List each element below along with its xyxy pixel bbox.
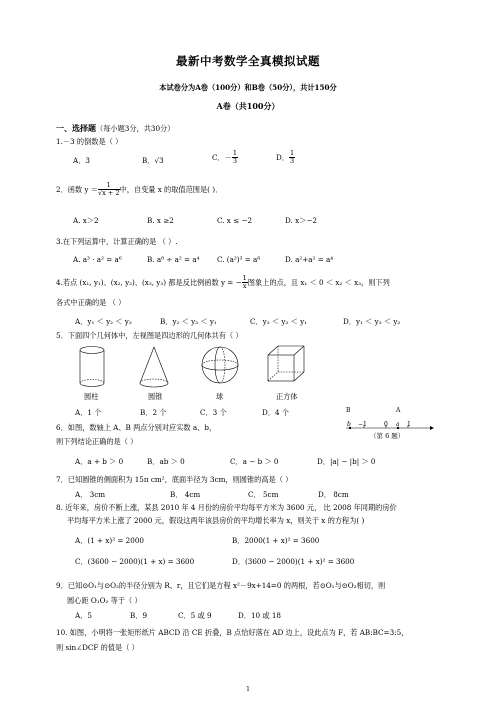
q8-option-d: D．(3600 − 2000)(1 + x)² = 3600 bbox=[232, 557, 355, 566]
q1-option-a: A．3 bbox=[73, 156, 90, 165]
q6-option-c: C．a − b ＞ 0 bbox=[230, 457, 279, 466]
q4-option-b: B．y₂ ＜ y₃ ＜ y₁ bbox=[160, 317, 217, 326]
subtitle: 本试卷分为A卷（100分）和B卷（50分），共计150分 bbox=[159, 83, 337, 92]
q5-option-a: A．1 个 bbox=[75, 408, 102, 417]
q9-option-b: B．9 bbox=[130, 611, 148, 620]
q3-option-c: C. (a²)³ = a⁶ bbox=[217, 255, 261, 264]
q7-option-a: A． 3cm bbox=[75, 490, 106, 499]
q5-label-cylinder: 圆柱 bbox=[84, 392, 99, 401]
q4-option-a: A．y₁ ＜ y₂ ＜ y₃ bbox=[75, 317, 132, 326]
q2-option-c: C. x ≤ −2 bbox=[217, 216, 253, 225]
q5-option-b: B．2 个 bbox=[140, 408, 167, 417]
q5-label-cube: 正方体 bbox=[276, 392, 298, 401]
q5-option-d: D．4 个 bbox=[262, 408, 289, 417]
q6-label-b: b bbox=[347, 421, 351, 428]
q8-option-b: B．2000(1 + x)² = 3600 bbox=[232, 536, 320, 545]
q7-option-d: D． 8cm bbox=[318, 490, 349, 499]
cone-figure bbox=[140, 347, 168, 387]
q3-option-d: D. a²+a² = a⁴ bbox=[285, 255, 334, 264]
cylinder-figure bbox=[80, 347, 104, 387]
q4-line1: 4.若点 (x₁, y₁)、(x₂, y₂)、(x₃, y₃) 都是反比例函数 y = − $\frac{1}{x}$ 图象上的点，且 x₁ ＜ 0 ＜ x₂ ＜ x₃，则下列 bbox=[56, 274, 390, 290]
q3-option-a: A. a³ · a² = a⁶ bbox=[73, 255, 122, 264]
q7-option-b: B． 4cm bbox=[170, 490, 201, 499]
q7-stem: 7．已知圆锥的侧面积为 15π cm²，底面半径为 3cm，则圆锥的高是（ ） bbox=[56, 475, 293, 484]
q1-option-c: C．－ $\frac{1}{3}$ bbox=[212, 149, 238, 165]
q8-option-a: A．(1 + x)² = 2000 bbox=[75, 536, 144, 545]
q6-label-minus1: −1 bbox=[358, 421, 367, 428]
q5-stem: 5．下面四个几何体中，左视图是四边形的几何体共有（ ） bbox=[56, 331, 243, 340]
q4-option-c: C．y₃ ＜ y₂ ＜ y₁ bbox=[250, 317, 308, 326]
q1-option-d: D． $\frac{1}{3}$ bbox=[276, 149, 295, 165]
q3-option-b: B. a⁸ ÷ a² = a⁴ bbox=[147, 255, 200, 264]
q4-option-d: D．y₁ ＜ y₃ ＜ y₂ bbox=[343, 317, 401, 326]
q6-option-a: A．a + b ＞ 0 bbox=[75, 457, 124, 466]
q6-option-d: D．|a| − |b| ＞ 0 bbox=[317, 457, 376, 466]
q3-stem: 3.在下列运算中，计算正确的是 （ ）. bbox=[56, 237, 178, 246]
q2-option-d: D. x＞−2 bbox=[285, 216, 317, 225]
cube-figure bbox=[268, 346, 304, 381]
q5-option-c: C．3 个 bbox=[200, 408, 227, 417]
q10-line1: 10. 如图，小明将一张矩形纸片 ABCD 沿 CE 折叠，B 点恰好落在 AD 边上，设此点为 F，若 AB:BC=3:5， bbox=[56, 628, 409, 637]
q9-option-c: C．5 或 9 bbox=[178, 611, 212, 620]
q6-line1: 6．如图，数轴上 A、B 两点分别对应实数 a、b， bbox=[56, 423, 217, 432]
q8-option-c: C．(3600 − 2000)(1 + x) = 3600 bbox=[75, 557, 195, 566]
q2-option-b: B. x ≥2 bbox=[147, 216, 174, 225]
q6-label-B: B bbox=[346, 407, 351, 414]
q6-label-a: a bbox=[396, 421, 400, 428]
q4-line2: 各式中正确的是 （ ） bbox=[56, 298, 126, 307]
q9-option-d: D．10 或 18 bbox=[238, 611, 281, 620]
q6-option-b: B．ab ＞ 0 bbox=[147, 457, 185, 466]
q6-label-zero: 0 bbox=[384, 421, 388, 428]
q6-label-A: A bbox=[396, 407, 401, 414]
q8-line2: 平均每平方米上涨了 2000 元，假设这两年该县房价的平均增长率为 x，则关于 x 的方程为( ) bbox=[67, 516, 365, 525]
q9-option-a: A．5 bbox=[75, 611, 92, 620]
q1-stem: 1.－3 的倒数是（ ） bbox=[56, 137, 123, 146]
q2-stem: 2．函数 y ＝ $\frac{1}{√x + 2}$ 中，自变量 x 的取值范围是( )． bbox=[56, 181, 223, 197]
page-title: 最新中考数学全真模拟试题 bbox=[176, 54, 320, 68]
q5-label-sphere: 球 bbox=[216, 392, 224, 401]
q2-option-a: A. x＞2 bbox=[73, 216, 99, 225]
q8-line1: 8. 近年来，房价不断上涨，某县 2010 年 4 月份的房价平均每平方米为 3600 元， 比 2008 年同期的房价 bbox=[56, 503, 397, 512]
q10-line2: 则 sin∠DCF 的值是（ ） bbox=[56, 643, 139, 652]
section-a-heading: A卷（共100分） bbox=[216, 101, 280, 111]
q6-line2: 则下列结论正确的是（ ） bbox=[56, 437, 138, 446]
sphere-figure bbox=[202, 347, 238, 383]
page-number: 1 bbox=[246, 686, 250, 693]
q6-caption: （第 6 题） bbox=[370, 432, 405, 440]
q9-line2: 圆心距 O₁O₂ 等于（ ） bbox=[67, 596, 142, 605]
q9-line1: 9．已知⊙O₁与⊙O₂的半径分别为 R、r，且它们是方程 x²－9x+14=0 的两根，若⊙O₁与⊙O₂相切，则 bbox=[56, 581, 386, 590]
q6-label-one: 1 bbox=[407, 421, 411, 428]
q1-option-b: B．√3 bbox=[142, 156, 164, 165]
q5-label-cone: 圆锥 bbox=[148, 392, 163, 401]
part1-heading: 一、选择题（每小题3分，共30分） bbox=[56, 123, 175, 133]
q7-option-c: C． 5cm bbox=[248, 490, 279, 499]
